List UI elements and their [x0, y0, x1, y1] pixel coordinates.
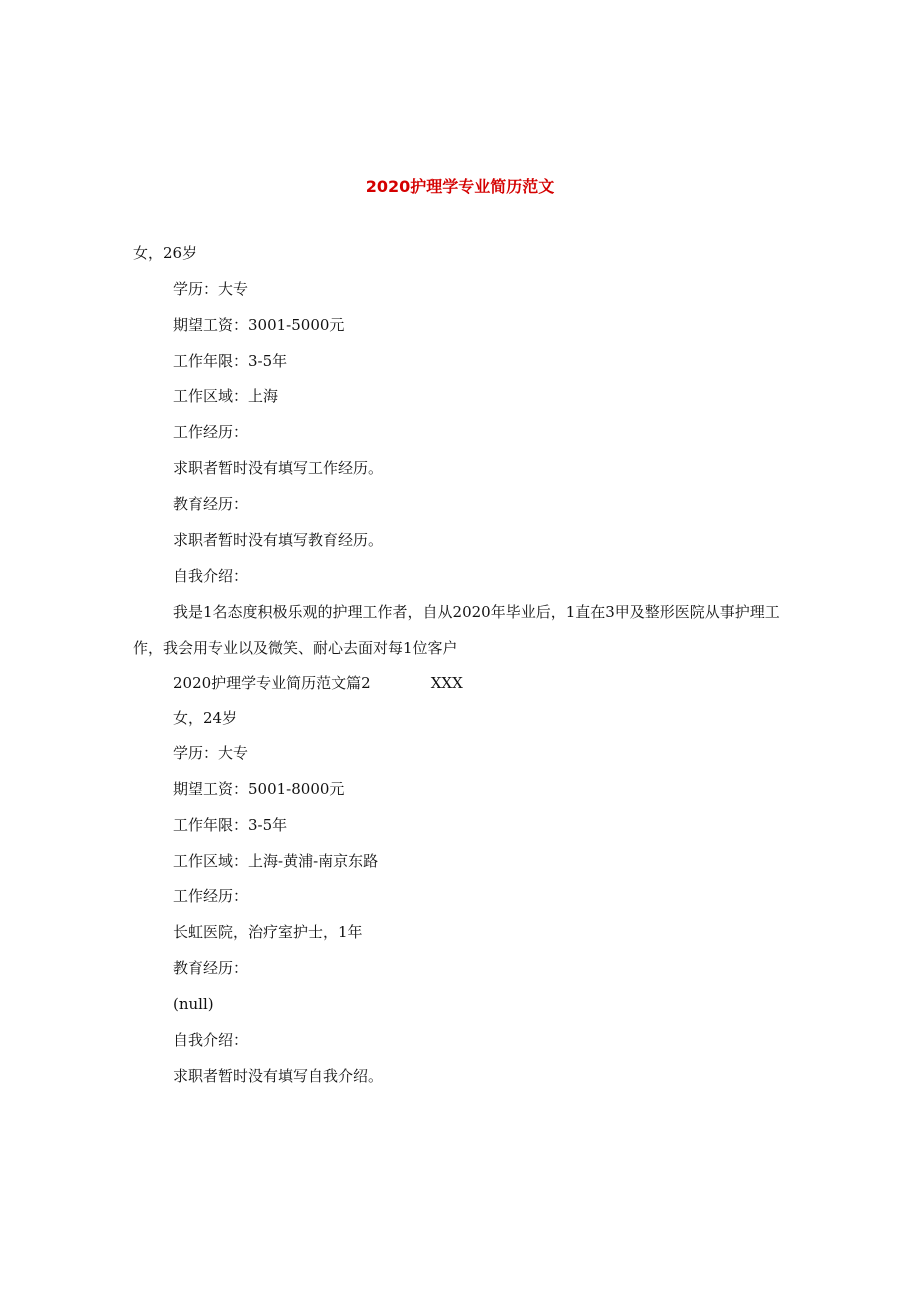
resume2-salary: 期望工资：5001-8000元 — [173, 780, 345, 798]
document-title: 2020护理学专业简历范文 — [365, 177, 555, 196]
resume2-heading-line — [173, 673, 463, 693]
resume1-basic-info: 女，26岁 — [133, 244, 198, 262]
resume2-work-value: 长虹医院，治疗室护士，1年 — [173, 923, 363, 941]
resume2-intro-value: 求职者暂时没有填写自我介绍。 — [173, 1067, 384, 1085]
resume1-work-value: 求职者暂时没有填写工作经历。 — [173, 459, 384, 477]
resume1-years: 工作年限：3-5年 — [173, 352, 288, 370]
resume2-edu-value: (null) — [173, 995, 214, 1013]
resume2-basic-info: 女，24岁 — [173, 709, 238, 727]
resume2-heading: 2020护理学专业简历范文篇2 — [173, 674, 371, 692]
resume1-edu-heading: 教育经历： — [173, 495, 249, 513]
resume1-intro-paragraph: 我是1名态度积极乐观的护理工作者，自从2020年毕业后，1直在3甲及整形医院从事护理工作，我会用专业以及微笑、耐心去面对每1位客户 — [133, 603, 780, 657]
resume2-education: 学历：大专 — [173, 744, 249, 762]
resume2-name-tag: XXX — [430, 674, 463, 692]
resume1-salary: 期望工资：3001-5000元 — [173, 316, 345, 334]
resume1-work-heading: 工作经历： — [173, 423, 249, 441]
resume1-edu-value: 求职者暂时没有填写教育经历。 — [173, 531, 384, 549]
resume2-years: 工作年限：3-5年 — [173, 816, 288, 834]
resume2-intro-heading: 自我介绍： — [173, 1031, 249, 1049]
resume2-edu-heading: 教育经历： — [173, 959, 249, 977]
resume1-area: 工作区域：上海 — [173, 387, 279, 405]
resume1-intro-heading: 自我介绍： — [173, 567, 249, 585]
resume2-area: 工作区域：上海-黄浦-南京东路 — [173, 852, 379, 870]
resume2-work-heading: 工作经历： — [173, 887, 249, 905]
resume1-education: 学历：大专 — [173, 280, 249, 298]
